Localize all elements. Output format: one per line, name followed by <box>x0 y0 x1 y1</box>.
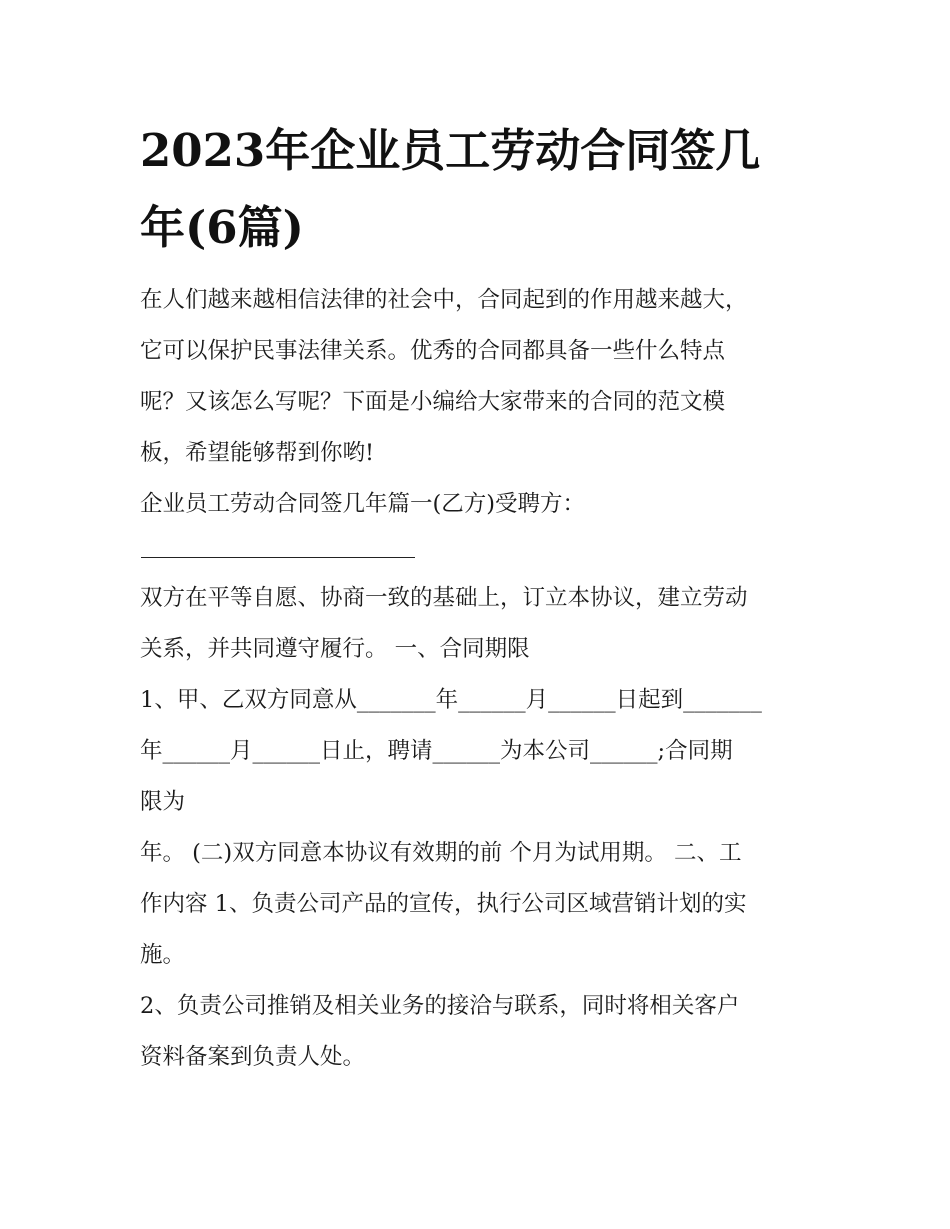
text-line: 作内容 1、负责公司产品的宣传，执行公司区域营销计划的实 <box>140 891 747 917</box>
text-line: 资料备案到负责人处。 <box>140 1044 366 1070</box>
signature-blank-line <box>141 557 415 558</box>
text-line: 呢？又该怎么写呢？下面是小编给大家带来的合同的范文模 <box>140 389 726 415</box>
text-line: 双方在平等自愿、协商一致的基础上，订立本协议，建立劳动 <box>140 585 748 611</box>
text-line: 关系，并共同遵守履行。 一、合同期限 <box>140 636 530 662</box>
text-line: 年______月______日止，聘请______为本公司______;合同期 <box>140 738 733 764</box>
title-line: 年(6篇) <box>140 201 304 254</box>
section-heading-line: 企业员工劳动合同签几年篇一(乙方)受聘方： <box>140 491 586 517</box>
text-line: 年。 (二)双方同意本协议有效期的前 个月为试用期。 二、工 <box>140 840 742 866</box>
text-line: 板，希望能够帮到你哟! <box>140 440 375 466</box>
intro-paragraph <box>140 275 820 530</box>
contract-body <box>140 573 820 1083</box>
text-line: 在人们越来越相信法律的社会中，合同起到的作用越来越大， <box>140 287 748 313</box>
text-line: 2、负责公司推销及相关业务的接洽与联系，同时将相关客户 <box>140 993 740 1019</box>
title-line: 2023年企业员工劳动合同签几 <box>140 124 761 177</box>
text-line: 它可以保护民事法律关系。优秀的合同都具备一些什么特点 <box>140 338 726 364</box>
text-line: 1、甲、乙双方同意从_______年______月______日起到_______ <box>140 687 762 713</box>
text-line: 限为 <box>140 789 186 815</box>
text-line: 施。 <box>140 942 186 968</box>
document-title <box>140 112 820 266</box>
